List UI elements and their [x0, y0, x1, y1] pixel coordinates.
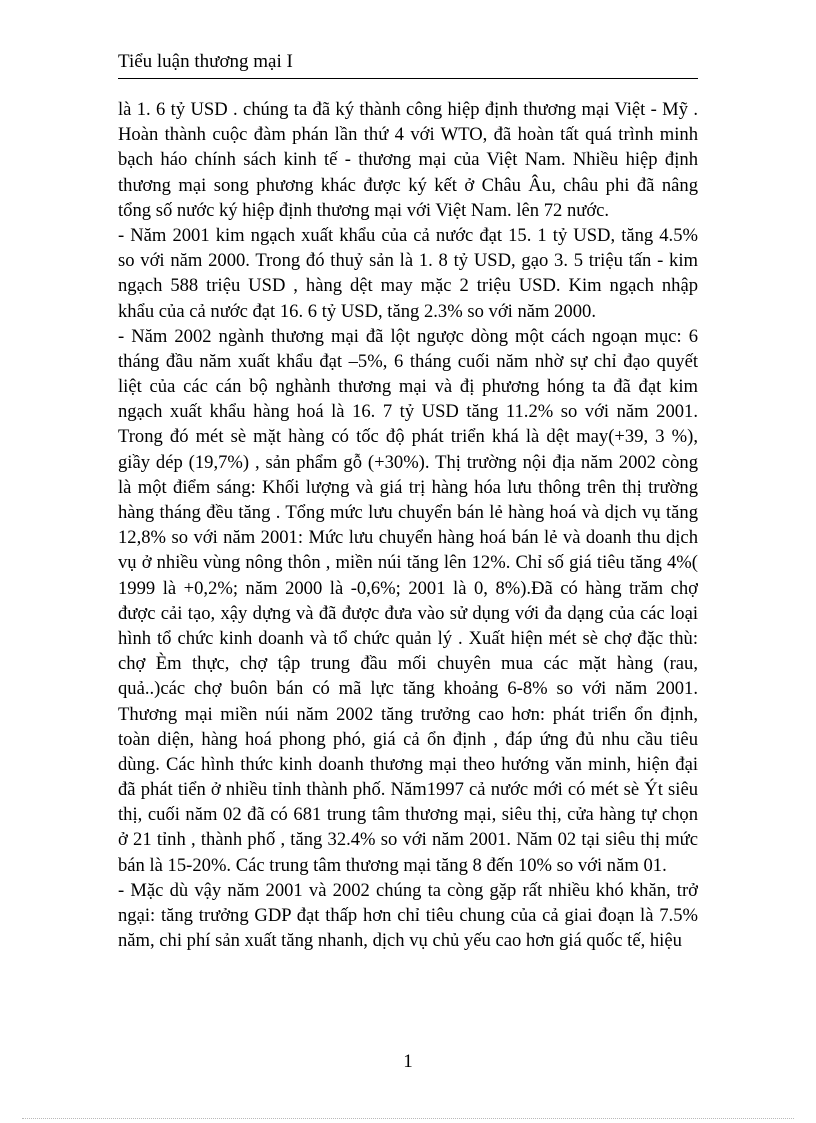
text-line: là một điểm sáng: Khối lượng và giá trị hàng hóa lưu thông trên thị trường — [118, 476, 698, 498]
text-line: năm, chi phí sản xuất tăng nhanh, dịch vụ chủ yếu cao hơn giá quốc tế, hiệu — [118, 930, 682, 952]
text-line: ngạch xuất khẩu hàng hoá là 16. 7 tỷ USD tăng 11.2% so với năm 2001. — [118, 401, 698, 423]
text-line: - Năm 2001 kim ngạch xuất khẩu của cả nước đạt 15. 1 tỷ USD, tăng 4.5% — [118, 224, 698, 246]
text-line: hàng tháng đều tăng . Tổng mức lưu chuyển bán lẻ hàng hoá và dịch vụ tăng — [118, 502, 698, 523]
text-line: ngại: tăng trưởng GDP đạt thấp hơn chỉ tiêu chung của cả giai đoạn là 7.5% — [118, 905, 698, 926]
page-edge-divider — [22, 1118, 794, 1119]
text-line: bán là 15-20%. Các trung tâm thương mại tăng 8 đến 10% so với năm 01. — [118, 854, 667, 876]
document-title: Tiểu luận thương mại I — [118, 51, 293, 72]
text-line: tổng số nước ký hiệp định thương mại với Việt Nam. lên 72 nước. — [118, 199, 610, 221]
text-line: ở 21 tỉnh , thành phố , tăng 32.4% so với năm 2001. Năm 02 tại siêu thị mức — [118, 829, 698, 851]
text-line: khẩu của cả nước đạt 16. 6 tỷ USD, tăng 2.3% so với năm 2000. — [118, 300, 596, 322]
text-line: vụ ở nhiều vùng nông thôn , miền núi tăng lên 12%. Chỉ số giá tiêu tăng 4%( — [118, 552, 698, 574]
text-line: thương mại song phương khác được ký kết ở Châu Âu, châu phi đã nâng — [118, 174, 698, 196]
text-line: Hoàn thành cuộc đàm phán lần thứ 4 với WTO, đã hoàn tất quá trình minh — [118, 124, 698, 146]
text-line: 12,8% so với năm 2001: Mức lưu chuyển hàng hoá bán lẻ và doanh thu dịch — [118, 527, 698, 549]
text-line: đã phát tiển ở nhiều tỉnh thành phố. Năm1997 cả nước mới có mét sè Ýt siêu — [118, 779, 698, 801]
text-line: chợ Èm thực, chợ tập trung đầu mối chuyên mua các mặt hàng (rau, — [118, 653, 698, 675]
body-text — [118, 97, 698, 953]
text-line: bạch háo chính sách kinh tế - thương mại của Việt Nam. Nhiều hiệp định — [118, 149, 698, 171]
text-line: so với năm 2000. Trong đó thuỷ sản là 1. 8 tỷ USD, gạo 3. 5 triệu tấn - kim — [118, 250, 698, 272]
text-line: hình tổ chức kinh doanh và tổ chức quản lý . Xuất hiện mét sè chợ đặc thù: — [118, 627, 698, 649]
text-line: Thương mại miền núi năm 2002 tăng trưởng cao hơn: phát triển ổn định, — [118, 703, 698, 725]
page-header — [118, 50, 698, 79]
text-line: quả..)các chợ buôn bán có mã lực tăng khoảng 6-8% so với năm 2001. — [118, 678, 698, 700]
text-line: ngạch 588 triệu USD , hàng dệt may mặc 2 triệu USD. Kim ngạch nhập — [118, 275, 698, 297]
text-line: liệt của các cán bộ nghành thương mại và đị phương hóng ta đã đạt kim — [118, 376, 698, 398]
text-line: thị, cuối năm 02 đã có 681 trung tâm thương mại, siêu thị, cửa hàng tự chọn — [118, 804, 698, 826]
text-line: được cải tạo, xậy dựng và đã được đưa vào sử dụng với đa dạng của các loại — [118, 602, 698, 624]
text-line: - Mặc dù vậy năm 2001 và 2002 chúng ta còng gặp rất nhiều khó khăn, trở — [118, 879, 698, 901]
text-line: toàn diện, hàng hoá phong phó, giá cả ổn định , đáp ứng đủ nhu cầu tiêu — [118, 728, 698, 750]
text-line: - Năm 2002 ngành thương mại đã lột ngược dòng một cách ngoạn mục: 6 — [118, 325, 698, 347]
text-line: tháng đầu năm xuất khẩu đạt –5%, 6 tháng cuối năm nhờ sự chỉ đạo quyết — [118, 350, 698, 372]
text-line: Trong đó mét sè mặt hàng có tốc độ phát triển khá là dệt may(+39, 3 %), — [118, 426, 698, 448]
text-line: 1999 là +0,2%; năm 2000 là -0,6%; 2001 là 0, 8%).Đã có hàng trăm chợ — [118, 577, 698, 599]
text-line: giầy dép (19,7%) , sản phẩm gỗ (+30%). Thị trường nội địa năm 2002 còng — [118, 451, 698, 473]
text-line: dùng. Các hình thức kinh doanh thương mại theo hướng văn minh, hiện đại — [118, 753, 698, 775]
page-number: 1 — [403, 1051, 413, 1072]
text-line: là 1. 6 tỷ USD . chúng ta đã ký thành công hiệp định thương mại Việt - Mỹ . — [118, 99, 698, 120]
